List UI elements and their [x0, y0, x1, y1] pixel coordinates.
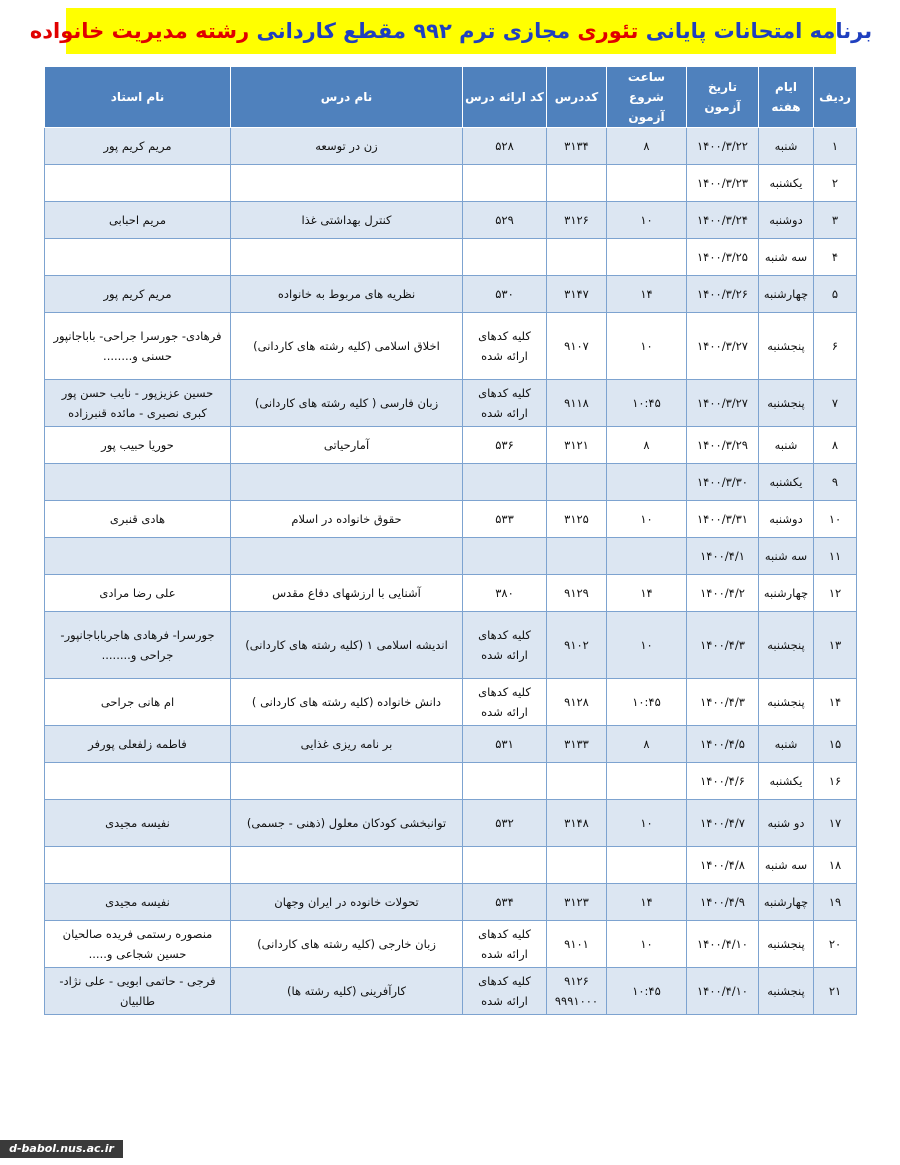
- table-row: [45, 612, 857, 679]
- cell-start-time: ۱۴: [607, 276, 687, 313]
- cell-start-time: [607, 464, 687, 501]
- cell-course-code: ۹۱۱۸: [547, 380, 607, 427]
- cell-weekday: چهارشنبه: [759, 884, 814, 921]
- cell-teacher-name: حسین عزیزپور - نایب حسن پور کبری نصیری - مائده قنبرزاده: [45, 380, 231, 427]
- cell-exam-date: ۱۴۰۰/۴/۱۰: [687, 968, 759, 1015]
- site-url: d-babol.nus.ac.ir: [0, 1140, 123, 1158]
- cell-teacher-name: [45, 165, 231, 202]
- cell-offer-code: کلیه کدهای ارائه شده: [463, 313, 547, 380]
- cell-course-code: ۳۱۲۳: [547, 884, 607, 921]
- cell-exam-date: ۱۴۰۰/۳/۲۵: [687, 239, 759, 276]
- cell-course-name: اندیشه اسلامی ۱ (کلیه رشته های کاردانی): [231, 612, 463, 679]
- cell-start-time: ۱۰: [607, 202, 687, 239]
- cell-start-time: [607, 763, 687, 800]
- cell-offer-code: ۵۲۸: [463, 128, 547, 165]
- cell-offer-code: [463, 847, 547, 884]
- cell-course-code: ۳۱۲۱: [547, 427, 607, 464]
- title-part-3: مجازی ترم ۹۹۲ مقطع کاردانی: [256, 19, 571, 43]
- cell-weekday: شنبه: [759, 128, 814, 165]
- cell-weekday: دوشنبه: [759, 202, 814, 239]
- cell-weekday: دوشنبه: [759, 501, 814, 538]
- cell-teacher-name: حوریا حبیب پور: [45, 427, 231, 464]
- cell-weekday: پنجشنبه: [759, 612, 814, 679]
- cell-exam-date: ۱۴۰۰/۳/۳۱: [687, 501, 759, 538]
- cell-exam-date: ۱۴۰۰/۳/۲۹: [687, 427, 759, 464]
- cell-course-name: [231, 165, 463, 202]
- cell-course-name: [231, 464, 463, 501]
- cell-teacher-name: هادی قنبری: [45, 501, 231, 538]
- cell-offer-code: [463, 763, 547, 800]
- cell-course-name: تحولات خانوده در ایران وجهان: [231, 884, 463, 921]
- cell-exam-date: ۱۴۰۰/۳/۲۳: [687, 165, 759, 202]
- cell-course-name: اخلاق اسلامی (کلیه رشته های کاردانی): [231, 313, 463, 380]
- cell-course-code: ۹۱۲۸: [547, 679, 607, 726]
- cell-teacher-name: جورسرا- فرهادی هاجرباباجانپور-جراحی و........: [45, 612, 231, 679]
- cell-start-time: ۱۰:۴۵: [607, 380, 687, 427]
- cell-offer-code: ۵۳۲: [463, 800, 547, 847]
- cell-course-name: کارآفرینی (کلیه رشته ها): [231, 968, 463, 1015]
- cell-weekday: یکشنبه: [759, 763, 814, 800]
- cell-course-code: [547, 165, 607, 202]
- cell-row-number: ۶: [814, 313, 857, 380]
- cell-weekday: سه شنبه: [759, 239, 814, 276]
- cell-course-code: [547, 239, 607, 276]
- cell-teacher-name: [45, 239, 231, 276]
- cell-teacher-name: [45, 763, 231, 800]
- cell-course-name: [231, 538, 463, 575]
- header-row-number: ردیف: [814, 67, 857, 128]
- cell-course-name: کنترل بهداشتی غذا: [231, 202, 463, 239]
- cell-course-name: [231, 239, 463, 276]
- cell-course-code: ۹۱۰۷: [547, 313, 607, 380]
- cell-row-number: ۲۱: [814, 968, 857, 1015]
- cell-row-number: ۷: [814, 380, 857, 427]
- cell-exam-date: ۱۴۰۰/۳/۳۰: [687, 464, 759, 501]
- cell-teacher-name: [45, 538, 231, 575]
- cell-row-number: ۱۵: [814, 726, 857, 763]
- cell-exam-date: ۱۴۰۰/۴/۸: [687, 847, 759, 884]
- table-row: [45, 202, 857, 239]
- cell-start-time: ۱۰: [607, 501, 687, 538]
- cell-start-time: ۱۰: [607, 800, 687, 847]
- cell-exam-date: ۱۴۰۰/۴/۱۰: [687, 921, 759, 968]
- cell-teacher-name: مریم احبابی: [45, 202, 231, 239]
- cell-offer-code: [463, 165, 547, 202]
- cell-exam-date: ۱۴۰۰/۳/۲۲: [687, 128, 759, 165]
- cell-course-name: نظریه های مربوط به خانواده: [231, 276, 463, 313]
- table-row: [45, 276, 857, 313]
- cell-course-code: ۳۱۴۸: [547, 800, 607, 847]
- cell-exam-date: ۱۴۰۰/۳/۲۷: [687, 313, 759, 380]
- cell-teacher-name: نفیسه مجیدی: [45, 884, 231, 921]
- cell-course-name: دانش خانواده (کلیه رشته های کاردانی ): [231, 679, 463, 726]
- cell-teacher-name: علی رضا مرادی: [45, 575, 231, 612]
- cell-course-code: ۳۱۲۵: [547, 501, 607, 538]
- cell-exam-date: ۱۴۰۰/۳/۲۶: [687, 276, 759, 313]
- cell-row-number: ۱۰: [814, 501, 857, 538]
- cell-course-code: [547, 538, 607, 575]
- header-course-name: نام درس: [231, 67, 463, 128]
- title-part-2: تئوری: [577, 19, 639, 43]
- cell-start-time: ۱۰:۴۵: [607, 968, 687, 1015]
- cell-exam-date: ۱۴۰۰/۴/۷: [687, 800, 759, 847]
- cell-exam-date: ۱۴۰۰/۴/۵: [687, 726, 759, 763]
- cell-row-number: ۱۷: [814, 800, 857, 847]
- table-row: [45, 884, 857, 921]
- cell-weekday: سه شنبه: [759, 538, 814, 575]
- cell-course-code: ۳۱۳۳: [547, 726, 607, 763]
- cell-offer-code: ۵۳۴: [463, 884, 547, 921]
- cell-offer-code: [463, 538, 547, 575]
- cell-row-number: ۱۳: [814, 612, 857, 679]
- cell-offer-code: [463, 239, 547, 276]
- cell-row-number: ۱۸: [814, 847, 857, 884]
- cell-teacher-name: نفیسه مجیدی: [45, 800, 231, 847]
- table-row: [45, 128, 857, 165]
- table-row: [45, 380, 857, 427]
- cell-course-code: ۳۱۲۶: [547, 202, 607, 239]
- cell-course-name: آمارحیاتی: [231, 427, 463, 464]
- header-start-time: ساعت شروع آزمون: [607, 67, 687, 128]
- cell-course-name: زبان خارجی (کلیه رشته های کاردانی): [231, 921, 463, 968]
- cell-offer-code: کلیه کدهای ارائه شده: [463, 968, 547, 1015]
- table-row: [45, 239, 857, 276]
- cell-start-time: ۱۰: [607, 612, 687, 679]
- table-row: [45, 968, 857, 1015]
- cell-start-time: [607, 165, 687, 202]
- table-row: [45, 679, 857, 726]
- table-row: [45, 763, 857, 800]
- cell-weekday: دو شنبه: [759, 800, 814, 847]
- cell-weekday: پنجشنبه: [759, 679, 814, 726]
- cell-start-time: ۱۰:۴۵: [607, 679, 687, 726]
- table-row: [45, 800, 857, 847]
- header-teacher-name: نام استاد: [45, 67, 231, 128]
- cell-course-name: آشنایی با ارزشهای دفاع مقدس: [231, 575, 463, 612]
- cell-teacher-name: مریم کریم پور: [45, 128, 231, 165]
- cell-offer-code: ۳۸۰: [463, 575, 547, 612]
- cell-course-name: زبان فارسی ( کلیه رشته های کاردانی): [231, 380, 463, 427]
- header-exam-date: تاریخ آزمون: [687, 67, 759, 128]
- cell-offer-code: کلیه کدهای ارائه شده: [463, 380, 547, 427]
- cell-course-code: ۹۱۲۶ ۹۹۹۱۰۰۰: [547, 968, 607, 1015]
- cell-row-number: ۸: [814, 427, 857, 464]
- cell-weekday: شنبه: [759, 726, 814, 763]
- cell-start-time: [607, 847, 687, 884]
- cell-course-code: [547, 763, 607, 800]
- cell-teacher-name: ام هانی جراحی: [45, 679, 231, 726]
- table-body: [45, 128, 857, 1015]
- cell-course-code: ۹۱۲۹: [547, 575, 607, 612]
- cell-course-name: بر نامه ریزی غذایی: [231, 726, 463, 763]
- cell-teacher-name: [45, 847, 231, 884]
- cell-row-number: ۱۹: [814, 884, 857, 921]
- cell-start-time: ۱۰: [607, 921, 687, 968]
- cell-course-name: توانبخشی کودکان معلول (ذهنی - جسمی): [231, 800, 463, 847]
- cell-weekday: پنجشنبه: [759, 313, 814, 380]
- exam-schedule-table: [44, 66, 857, 1015]
- header-course-code: کددرس: [547, 67, 607, 128]
- cell-start-time: ۸: [607, 726, 687, 763]
- cell-weekday: پنجشنبه: [759, 921, 814, 968]
- cell-offer-code: ۵۳۳: [463, 501, 547, 538]
- cell-teacher-name: فرجی - حاتمی ابویی - علی نژاد-طالبیان: [45, 968, 231, 1015]
- page-title: [29, 8, 873, 54]
- cell-start-time: ۸: [607, 128, 687, 165]
- cell-row-number: ۱۴: [814, 679, 857, 726]
- cell-offer-code: ۵۳۰: [463, 276, 547, 313]
- cell-course-code: ۹۱۰۱: [547, 921, 607, 968]
- table-row: [45, 847, 857, 884]
- cell-row-number: ۱۶: [814, 763, 857, 800]
- cell-teacher-name: منصوره رستمی فریده صالحیان حسین شجاعی و.....: [45, 921, 231, 968]
- cell-row-number: ۱۱: [814, 538, 857, 575]
- cell-row-number: ۲: [814, 165, 857, 202]
- cell-offer-code: کلیه کدهای ارائه شده: [463, 679, 547, 726]
- cell-offer-code: [463, 464, 547, 501]
- cell-exam-date: ۱۴۰۰/۴/۳: [687, 612, 759, 679]
- cell-row-number: ۲۰: [814, 921, 857, 968]
- cell-offer-code: ۵۳۶: [463, 427, 547, 464]
- cell-row-number: ۹: [814, 464, 857, 501]
- cell-teacher-name: [45, 464, 231, 501]
- table-row: [45, 538, 857, 575]
- cell-weekday: پنجشنبه: [759, 968, 814, 1015]
- cell-offer-code: کلیه کدهای ارائه شده: [463, 921, 547, 968]
- header-row: [45, 67, 857, 128]
- cell-start-time: ۸: [607, 427, 687, 464]
- cell-weekday: شنبه: [759, 427, 814, 464]
- cell-course-code: [547, 847, 607, 884]
- cell-course-code: ۳۱۴۷: [547, 276, 607, 313]
- cell-row-number: ۴: [814, 239, 857, 276]
- cell-exam-date: ۱۴۰۰/۴/۲: [687, 575, 759, 612]
- cell-exam-date: ۱۴۰۰/۴/۳: [687, 679, 759, 726]
- header-weekday: ایام هفته: [759, 67, 814, 128]
- cell-start-time: [607, 239, 687, 276]
- table-row: [45, 726, 857, 763]
- table-row: [45, 427, 857, 464]
- cell-teacher-name: مریم کریم پور: [45, 276, 231, 313]
- table-row: [45, 165, 857, 202]
- cell-exam-date: ۱۴۰۰/۳/۲۷: [687, 380, 759, 427]
- cell-course-code: ۹۱۰۲: [547, 612, 607, 679]
- cell-teacher-name: فاطمه زلفعلی پورفر: [45, 726, 231, 763]
- cell-course-name: [231, 847, 463, 884]
- cell-offer-code: ۵۲۹: [463, 202, 547, 239]
- table-row: [45, 575, 857, 612]
- cell-weekday: سه شنبه: [759, 847, 814, 884]
- cell-weekday: یکشنبه: [759, 165, 814, 202]
- cell-exam-date: ۱۴۰۰/۴/۶: [687, 763, 759, 800]
- table-row: [45, 313, 857, 380]
- table-row: [45, 464, 857, 501]
- cell-course-name: زن در توسعه: [231, 128, 463, 165]
- cell-course-code: ۳۱۳۴: [547, 128, 607, 165]
- cell-exam-date: ۱۴۰۰/۴/۹: [687, 884, 759, 921]
- cell-start-time: ۱۴: [607, 575, 687, 612]
- cell-weekday: پنجشنبه: [759, 380, 814, 427]
- table-row: [45, 921, 857, 968]
- cell-exam-date: ۱۴۰۰/۴/۱: [687, 538, 759, 575]
- cell-row-number: ۵: [814, 276, 857, 313]
- cell-course-name: حقوق خانواده در اسلام: [231, 501, 463, 538]
- title-part-1: برنامه امتحانات پایانی: [645, 19, 873, 43]
- cell-offer-code: ۵۳۱: [463, 726, 547, 763]
- table-row: [45, 501, 857, 538]
- cell-weekday: چهارشنبه: [759, 276, 814, 313]
- header-offer-code: کد ارائه درس: [463, 67, 547, 128]
- cell-course-code: [547, 464, 607, 501]
- title-part-4: رشته مدیریت خانواده: [29, 19, 250, 43]
- cell-teacher-name: فرهادی- جورسرا جراحی- باباجانپور حسنی و........: [45, 313, 231, 380]
- cell-row-number: ۳: [814, 202, 857, 239]
- cell-row-number: ۱۲: [814, 575, 857, 612]
- cell-exam-date: ۱۴۰۰/۳/۲۴: [687, 202, 759, 239]
- cell-start-time: ۱۰: [607, 313, 687, 380]
- cell-row-number: ۱: [814, 128, 857, 165]
- cell-weekday: یکشنبه: [759, 464, 814, 501]
- cell-offer-code: کلیه کدهای ارائه شده: [463, 612, 547, 679]
- cell-weekday: چهارشنبه: [759, 575, 814, 612]
- cell-start-time: ۱۴: [607, 884, 687, 921]
- cell-start-time: [607, 538, 687, 575]
- cell-course-name: [231, 763, 463, 800]
